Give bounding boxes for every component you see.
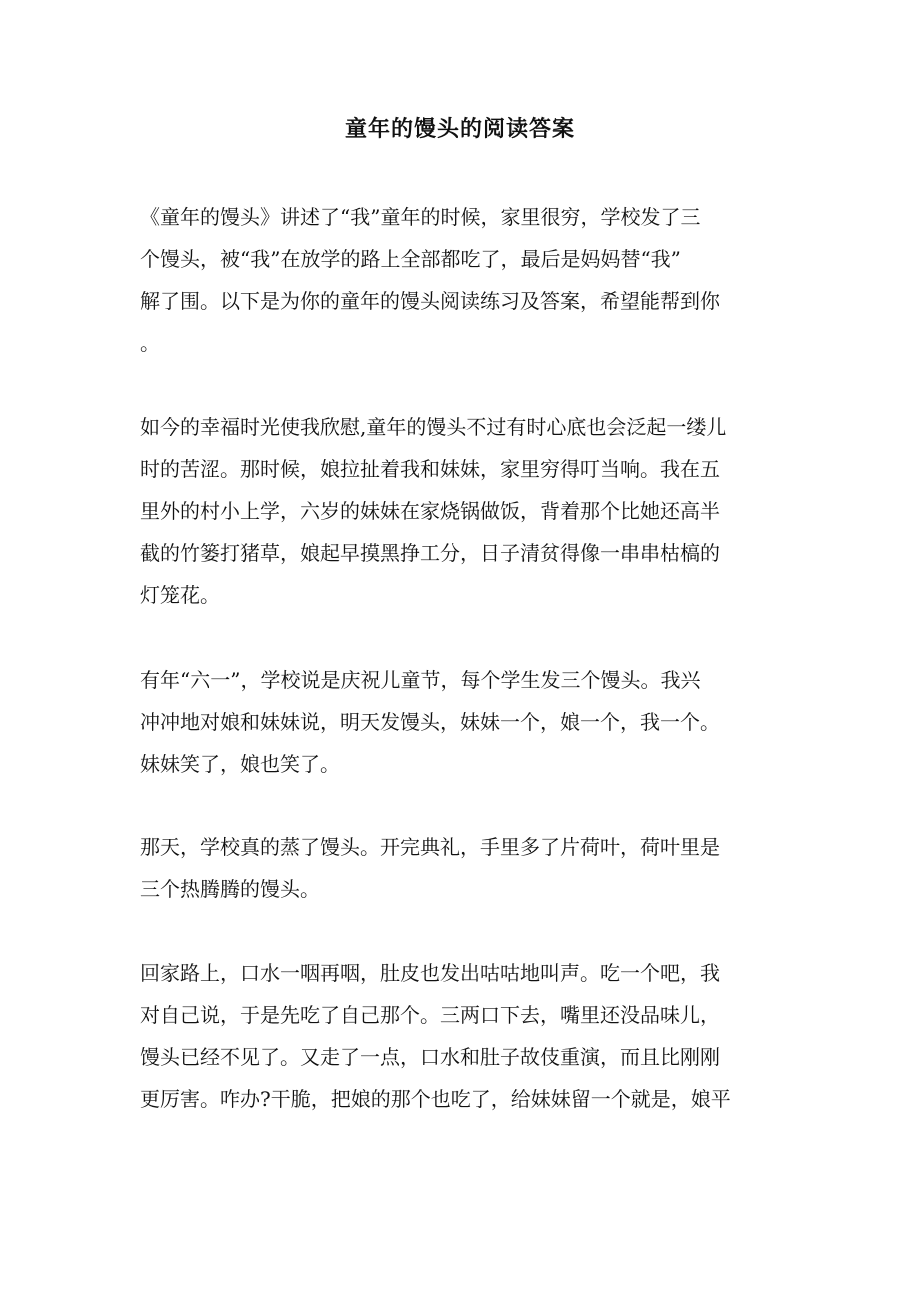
- text-line: 冲冲地对娘和妹妹说，明天发馒头，妹妹一个，娘一个，我一个。: [140, 710, 720, 734]
- text-line: 截的竹篓打猪草，娘起早摸黑挣工分，日子清贫得像一串串枯槁的: [140, 541, 720, 565]
- text-line: 有年“六一”，学校说是庆祝儿童节，每个学生发三个馒头。我兴: [140, 668, 701, 692]
- paragraph-2: [140, 406, 790, 616]
- text-line: 个馒头，被“我”在放学的路上全部都吃了，最后是妈妈替“我”: [140, 247, 681, 271]
- text-line: 妹妹笑了，娘也笑了。: [140, 752, 340, 776]
- document-title: 童年的馒头的阅读答案: [344, 116, 575, 142]
- text-line: 解了围。以下是为你的童年的馒头阅读练习及答案，希望能帮到你: [140, 289, 720, 313]
- text-line: 回家路上，口水一咽再咽，肚皮也发出咕咕地叫声。吃一个吧，我: [140, 961, 720, 985]
- paragraph-intro: [140, 196, 790, 364]
- text-line: 灯笼花。: [140, 583, 220, 607]
- text-line: 三个热腾腾的馒头。: [140, 877, 320, 901]
- text-line: 里外的村小上学，六岁的妹妹在家烧锅做饭，背着那个比她还高半: [140, 499, 720, 523]
- text-line: 更厉害。咋办?干脆，把娘的那个也吃了，给妹妹留一个就是，娘平: [140, 1087, 731, 1111]
- text-line: 那天，学校真的蒸了馒头。开完典礼，手里多了片荷叶，荷叶里是: [140, 835, 720, 859]
- text-line: 馒头已经不见了。又走了一点，口水和肚子故伎重演，而且比刚刚: [140, 1045, 720, 1069]
- text-line: 《童年的馒头》讲述了“我”童年的时候，家里很穷，学校发了三: [140, 205, 701, 229]
- text-line: 对自己说，于是先吃了自己那个。三两口下去，嘴里还没品味儿，: [140, 1003, 720, 1027]
- paragraph-3: [140, 659, 790, 785]
- text-line: 时的苦涩。那时候，娘拉扯着我和妹妹，家里穷得叮当响。我在五: [140, 457, 720, 481]
- text-line: 如今的幸福时光使我欣慰,童年的馒头不过有时心底也会泛起一缕儿: [140, 415, 727, 439]
- text-line: 。: [140, 331, 160, 355]
- paragraph-4: [140, 826, 790, 910]
- paragraph-5: [140, 952, 790, 1120]
